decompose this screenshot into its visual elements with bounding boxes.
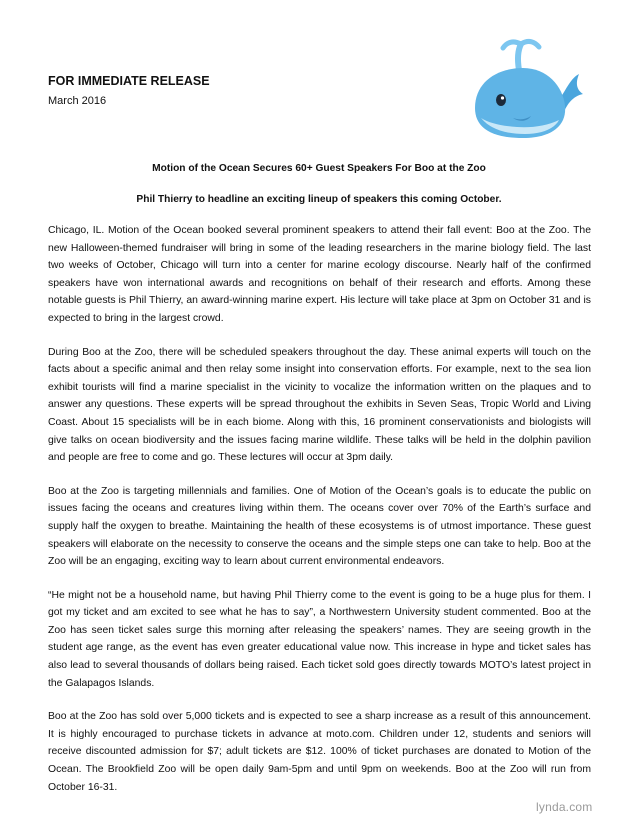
article-body [48, 222, 591, 812]
paragraph: “He might not be a household name, but having Phil Thierry come to the event is going to be a huge plus for them. I got my ticket and am excited to see what he has to say”, a Northwestern University student commented. Boo at the Zoo has seen ticket sales surge this morning after releasing the speakers’ names. They are seeing growth in the student age range, as the event has even greater educational value now. This increase in hype and ticket sales has also lead to several thousands of dollars being raised. Each ticket sold goes directly towards MOTO’s latest project in the Galapagos Islands. [48, 589, 591, 689]
release-label: FOR IMMEDIATE RELEASE [48, 74, 210, 88]
paragraph: During Boo at the Zoo, there will be scheduled speakers throughout the day. These animal experts will touch on the facts about a specific animal and then relay some insight into conservation efforts. For example, next to the sea lion exhibit tourists will find a marine specialist in the vicinity to vocalize the information written on the plaques and to answer any questions. These experts will be spread throughout the exhibits in Seven Seas, Tropic World and Living Coast. About 15 specialists will be in each biome. Along with this, 16 prominent conservationists and biologists will give talks on ocean biodiversity and the issues facing marine wildlife. These talks will be held in the dolphin pavilion and people are free to come and go. These lectures will occur at 3pm daily. [48, 346, 591, 464]
paragraph: Boo at the Zoo is targeting millennials and families. One of Motion of the Ocean’s goals is to educate the public on issues facing the oceans and creatures living within them. The oceans cover over 70% of the Earth’s surface and supply half the oxygen to breathe. Maintaining the health of these ecosystems is of utmost importance. These guest speakers will elaborate on the necessity to conserve the oceans and the simple steps one can take to help. Boo at the Zoo will be an engaging, exciting way to learn about current environmental endeavors. [48, 485, 591, 568]
paragraph: Boo at the Zoo has sold over 5,000 tickets and is expected to see a sharp increase as a result of this announcement. It is highly encouraged to purchase tickets in advance at moto.com. Children under 12, students and seniors will receive discounted admission for $7; adult tickets are $12. 100% of ticket purchases are donated to Motion of the Ocean. The Brookfield Zoo will be open daily 9am-5pm and until 9pm on weekends. Boo at the Zoo will run from October 16-31. [48, 711, 591, 793]
spouting-whale-icon [467, 30, 587, 145]
subheadline: Phil Thierry to headline an exciting lineup of speakers this coming October. [136, 194, 502, 205]
release-date: March 2016 [48, 95, 107, 107]
headline: Motion of the Ocean Secures 60+ Guest Speakers For Boo at the Zoo [152, 163, 486, 174]
lynda-logo: lynda.com [536, 800, 593, 814]
paragraph: Chicago, IL. Motion of the Ocean booked several prominent speakers to attend their fall event: Boo at the Zoo. The new Halloween-themed fundraiser will bring in some of the leading researchers in the marine biology field. The last two weeks of October, Chicago will turn into a center for marine ecology discourse. Nearly half of the confirmed speakers have won international awards and recognitions on behalf of their research and efforts. Among these notable guests is Phil Thierry, an award-winning marine expert. His lecture will take place at 3pm on October 31 and is expected to bring in the largest crowd. [48, 225, 591, 324]
